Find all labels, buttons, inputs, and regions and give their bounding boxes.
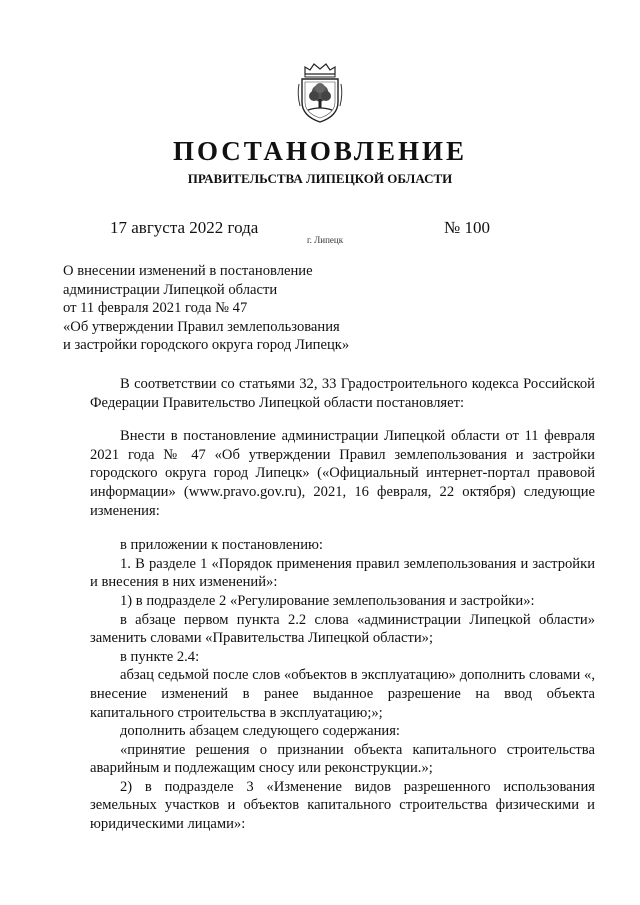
lipetsk-coat-of-arms-icon	[296, 62, 344, 124]
document-title: ПОСТАНОВЛЕНИЕ	[172, 136, 468, 166]
document-body	[90, 375, 595, 834]
body-paragraph: в абзаце первом пункта 2.2 слова «администрации Липецкой области» заменить словами «Правительства Липецкой области»;	[90, 611, 595, 647]
body-paragraph: дополнить абзацем следующего содержания:	[120, 723, 400, 740]
issuing-authority: ПРАВИТЕЛЬСТВА ЛИПЕЦКОЙ ОБЛАСТИ	[187, 171, 453, 186]
body-paragraph: в приложении к постановлению:	[120, 537, 323, 554]
subject-line: «Об утверждении Правил землепользования	[63, 318, 340, 335]
preamble-paragraph: В соответствии со статьями 32, 33 Градостроительного кодекса Российской Федерации Правительство Липецкой области постановляет:	[90, 376, 595, 411]
body-paragraph: 2) в подразделе 3 «Изменение видов разрешенного использования земельных участков и объектов капитального строительства физическими и юридическими лицами»:	[90, 778, 595, 833]
document-subject	[63, 262, 349, 355]
body-paragraph: Внести в постановление администрации Липецкой области от 11 февраля 2021 года № 47 «Об утверждении Правил землепользования и застройки городского округа город Липецк» («Официальный интернет-портал правовой информации» (www.pravo.gov.ru), 2021, 16 февраля, 22 октября) следующие изменения:	[90, 428, 595, 519]
body-paragraph: «принятие решения о признании объекта капитального строительства аварийным и подлежащим сносу или реконструкции.»;	[90, 741, 595, 777]
document-number: № 100	[444, 218, 490, 237]
subject-line: администрации Липецкой области	[63, 281, 278, 298]
body-paragraph: в пункте 2.4:	[120, 648, 200, 665]
subject-line: и застройки городского округа город Липецк»	[63, 337, 350, 354]
subject-line: от 11 февраля 2021 года № 47	[63, 300, 248, 317]
subject-line: О внесении изменений в постановление	[63, 263, 313, 279]
document-date: 17 августа 2022 года	[110, 218, 259, 237]
body-paragraph: 1. В разделе 1 «Порядок применения правил землепользования и застройки и внесения в них изменений»:	[90, 555, 595, 591]
document-city: г. Липецк	[307, 235, 344, 245]
body-paragraph: абзац седьмой после слов «объектов в эксплуатацию» дополнить словами «, внесение изменений в ранее выданное разрешение на ввод объекта капитального строительства в эксплуатацию;»;	[90, 667, 595, 721]
body-paragraph: 1) в подразделе 2 «Регулирование землепользования и застройки»:	[120, 592, 535, 609]
